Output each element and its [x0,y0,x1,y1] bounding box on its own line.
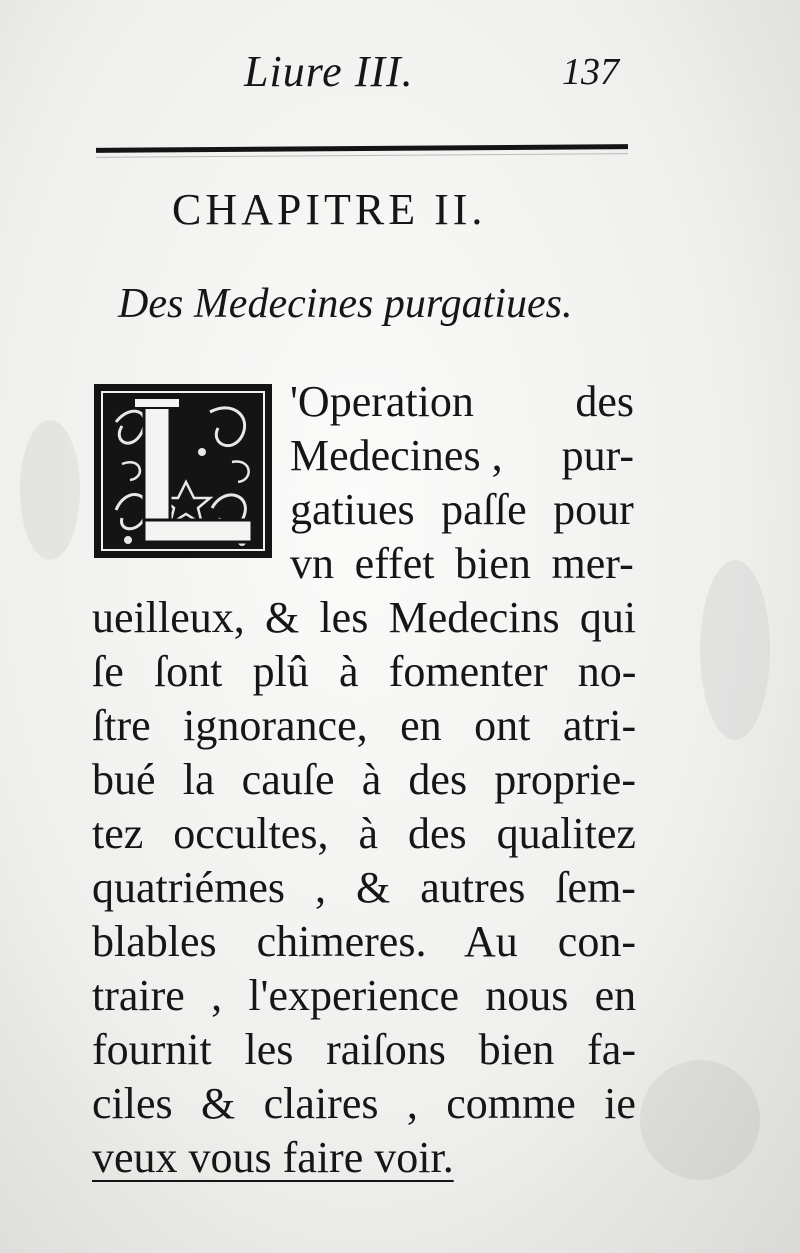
text-line: blables chimeres. Au con- [92,917,636,966]
text-line: fournit les raiſons bien fa- [92,1025,636,1074]
text-line: tez occultes, à des qualitez [92,809,636,858]
text-line: bué la cauſe à des proprie- [92,755,636,804]
paper-stain [700,560,770,740]
text-line: vn effet bien mer- [290,539,634,588]
text-word: 'Operation [290,377,474,426]
text-line: ſe ſont plû à fomenter no- [92,647,637,696]
text-line: ſtre ignorance, en ont atri- [92,701,637,750]
text-line [290,377,634,426]
text-line: quatriémes , & autres ſem- [92,863,636,912]
text-line: ciles & claires , comme ie [92,1079,636,1128]
text-line: traire , l'experience nous en [92,971,637,1020]
text-line [290,431,634,480]
running-title: Liure III. [244,47,414,96]
ornamental-initial-frame [92,382,274,560]
text-word: pur- [561,431,634,480]
text-line: veux vous faire voir. [92,1133,454,1182]
paper-stain [20,420,80,560]
chapter-heading: CHAPITRE II. [172,185,487,234]
header-rule [96,144,628,153]
ornamental-initial [92,382,274,560]
text-word: Medecines , [290,431,503,480]
text-line: ueilleux, & les Medecins qui [92,593,637,642]
text-word: des [575,377,634,426]
text-line: gatiues paſſe pour [290,485,634,534]
chapter-subheading: Des Medecines purgatiues. [118,281,573,327]
page-header [0,40,800,110]
paper-stain [640,1060,760,1180]
page-number: 137 [562,51,619,93]
